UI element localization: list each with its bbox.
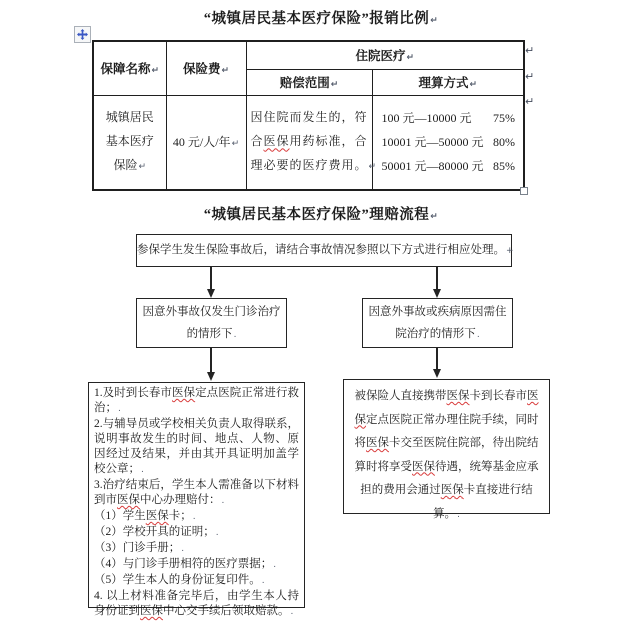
calc-percent: 75% — [493, 111, 515, 126]
calc-row — [373, 106, 524, 130]
header-label: 保险费 — [182, 62, 221, 77]
connector-line — [210, 267, 212, 290]
pilcrow-mark: ↵ — [406, 53, 415, 64]
pilcrow-mark: ↵ — [469, 80, 478, 90]
header-label: 住院医疗 — [355, 49, 406, 64]
paragraph: （2）学校开具的证明；. — [94, 526, 219, 538]
table-resize-handle[interactable] — [520, 187, 528, 195]
paragraph: 4. 以上材料准备完毕后，由学生本人持身份证到医保中心交手续后领取赔款。. — [94, 590, 299, 617]
scope-line: 理必要的医疗费用。↵ — [250, 158, 378, 173]
connector-line — [436, 267, 438, 290]
scope-line: 合医保用药标准，合 — [250, 134, 368, 149]
connector-line — [210, 348, 212, 373]
calc-range: 100 元—10000 元 — [381, 111, 472, 126]
header-label: 赔偿范围 — [279, 76, 330, 90]
calc-range: 10001 元—50000 元 — [381, 135, 484, 150]
pilcrow-mark: ↵ — [525, 95, 535, 108]
col-header-hospital-group — [246, 41, 524, 69]
paragraph: 3.治疗结束后，学生本人需准备以下材料到市医保中心办理赔付：. — [94, 479, 299, 506]
cell-premium: 40 元/人/年↵ — [166, 95, 246, 190]
col-header-premium — [166, 41, 246, 95]
row-end-marks — [525, 44, 534, 108]
pilcrow-mark: ↵ — [430, 16, 439, 26]
calc-row — [373, 154, 524, 178]
col-header-calc — [372, 69, 524, 95]
outpatient-line: 的情形下. — [186, 327, 237, 340]
header-label: 理算方式 — [418, 76, 469, 90]
flow-steps-outpatient — [88, 382, 305, 617]
paragraph: （1）学生医保卡；. — [94, 510, 196, 522]
flow-intro-text: 参保学生发生保险事故后，请结合事故情况参照以下方式进行相应处理。+ — [137, 244, 514, 256]
pilcrow-mark: ↵ — [151, 66, 160, 77]
paragraph: 2.与辅导员或学校相关负责人取得联系，说明事故发生的时间、地点、人物、原因经过及结果，并由其开具证明加盖学校公章；. — [94, 418, 299, 475]
inpatient-line: 院治疗的情形下. — [395, 327, 480, 340]
calc-percent: 80% — [493, 135, 515, 150]
pilcrow-mark: ↵ — [138, 162, 147, 173]
inpatient-line: 因意外事故或疾病原因需住 — [368, 305, 507, 318]
calc-row — [373, 130, 524, 154]
title-text: “城镇居民基本医疗保险”报销比例 — [203, 11, 430, 27]
insurance-table — [92, 40, 525, 191]
calc-percent: 85% — [493, 159, 515, 174]
arrow-down-icon — [207, 289, 215, 298]
scope-line: 因住院而发生的，符 — [250, 110, 368, 125]
plan-name-line: 城镇居民 — [105, 110, 154, 125]
calc-range: 50001 元—80000 元 — [381, 159, 484, 174]
cell-calc — [372, 95, 524, 190]
col-header-name — [93, 41, 166, 95]
plan-name-line: 基本医疗 — [105, 134, 154, 149]
arrow-down-icon — [207, 372, 215, 381]
plan-name-line: 保险↵ — [113, 158, 147, 173]
connector-line — [436, 348, 438, 370]
table-move-handle[interactable] — [74, 26, 91, 43]
paragraph: （5）学生本人的身份证复印件。. — [94, 574, 265, 586]
pilcrow-mark: ↵ — [330, 80, 339, 90]
flow-box-inpatient — [362, 298, 513, 348]
move-cross-icon — [77, 29, 88, 40]
paragraph: 被保险人直接携带医保卡到长春市医保定点医院正常办理住院手续，同时将医保卡交至医院住院部，待出院结算时将享受医保待遇，统筹基金应承担的费用会通过医保卡直接进行结算。. — [354, 390, 539, 520]
paragraph: （4）与门诊手册相符的医疗票据；. — [94, 558, 277, 570]
cell-scope — [246, 95, 378, 190]
pilcrow-mark: ↵ — [525, 44, 535, 57]
header-label: 保障名称 — [100, 62, 151, 77]
outpatient-line: 因意外事故仅发生门诊治疗 — [142, 305, 281, 318]
page-title-claims — [0, 203, 642, 224]
paragraph: （3）门诊手册；. — [94, 542, 185, 554]
pilcrow-mark: ↵ — [430, 212, 439, 222]
flow-text-inpatient — [343, 379, 550, 520]
pilcrow-mark: ↵ — [231, 139, 240, 150]
flow-box-outpatient — [136, 298, 287, 348]
pilcrow-mark: ↵ — [525, 70, 535, 83]
flow-intro-box — [136, 234, 512, 267]
cell-plan-name — [93, 95, 166, 190]
title-text: “城镇居民基本医疗保险”理赔流程 — [203, 207, 430, 223]
page-title-reimbursement — [0, 7, 642, 28]
pilcrow-mark: ↵ — [221, 66, 230, 77]
paragraph: 1.及时到长春市医保定点医院正常进行救治；. — [94, 387, 300, 414]
col-header-scope — [246, 69, 372, 95]
arrow-down-icon — [433, 369, 441, 378]
arrow-down-icon — [433, 289, 441, 298]
